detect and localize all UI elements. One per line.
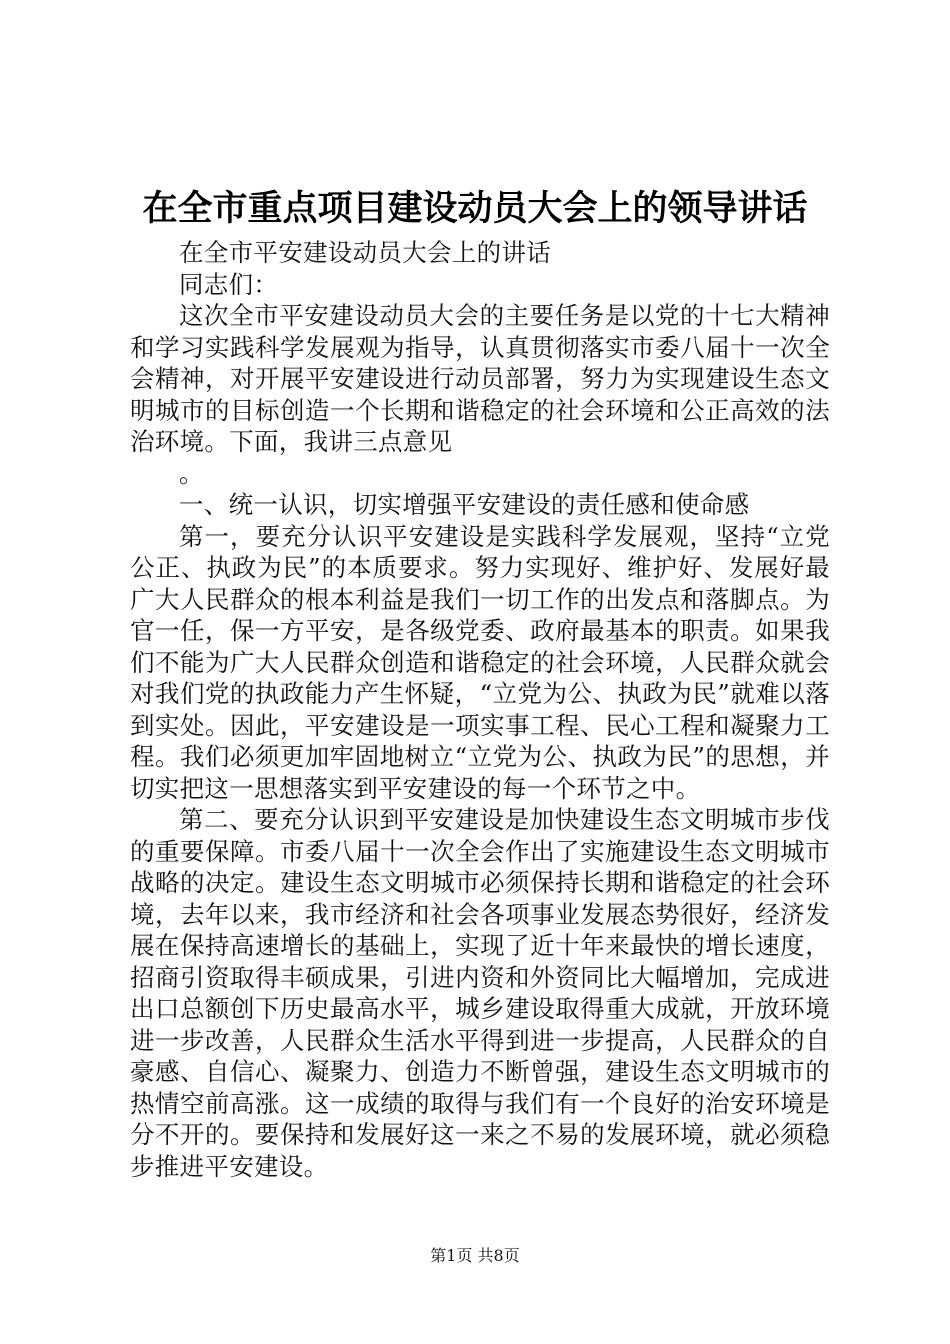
section-heading-1: 一、统一认识，切实增强平安建设的责任感和使命感 [179, 490, 750, 519]
subtitle: 在全市平安建设动员大会上的讲话 [179, 238, 551, 267]
page-number: 第1页 共8页 [430, 1246, 520, 1265]
document-title: 在全市重点项目建设动员大会上的领导讲话 [142, 188, 808, 229]
document-body [130, 237, 830, 1182]
paragraph-period: 。 [179, 458, 204, 488]
paragraph-first-point: 第一，要充分认识平安建设是实践科学发展观，坚持“立党公正、执政为民”的本质要求。努力实现好、维护好、发展好最广大人民群众的根本利益是我们一切工作的出发点和落脚点。为官一任，保一方平安，是各级党委、政府最基本的职责。如果我们不能为广大人民群众创造和谐稳定的社会环境，人民群众就会对我们党的执政能力产生怀疑，“立党为公、执政为民”就难以落到实处。因此，平安建设是一项实事工程、民心工程和凝聚力工程。我们必须更加牢固地树立“立党为公、执政为民”的思想，并切实把这一思想落实到平安建设的每一个环节之中。 [130, 521, 830, 803]
paragraph-intro: 这次全市平安建设动员大会的主要任务是以党的十七大精神和学习实践科学发展观为指导，认真贯彻落实市委八届十一次全会精神，对开展平安建设进行动员部署，努力为实现建设生态文明城市的目标创造一个长期和谐稳定的社会环境和公正高效的法治环境。下面，我讲三点意见 [130, 301, 830, 456]
salutation: 同志们： [179, 269, 279, 299]
paragraph-second-point: 第二、要充分认识到平安建设是加快建设生态文明城市步伐的重要保障。市委八届十一次全会作出了实施建设生态文明城市战略的决定。建设生态文明城市必须保持长期和谐稳定的社会环境，去年以来，我市经济和社会各项事业发展态势很好，经济发展在保持高速增长的基础上，实现了近十年来最快的增长速度，招商引资取得丰硕成果，引进内资和外资同比大幅增加，完成进出口总额创下历史最高水平，城乡建设取得重大成就，开放环境进一步改善，人民群众生活水平得到进一步提高，人民群众的自豪感、自信心、凝聚力、创造力不断曾强，建设生态文明城市的热情空前高涨。这一成绩的取得与我们有一个良好的治安环境是分不开的。要保持和发展好这一来之不易的发展环境，就必须稳步推进平安建设。 [130, 805, 830, 1181]
